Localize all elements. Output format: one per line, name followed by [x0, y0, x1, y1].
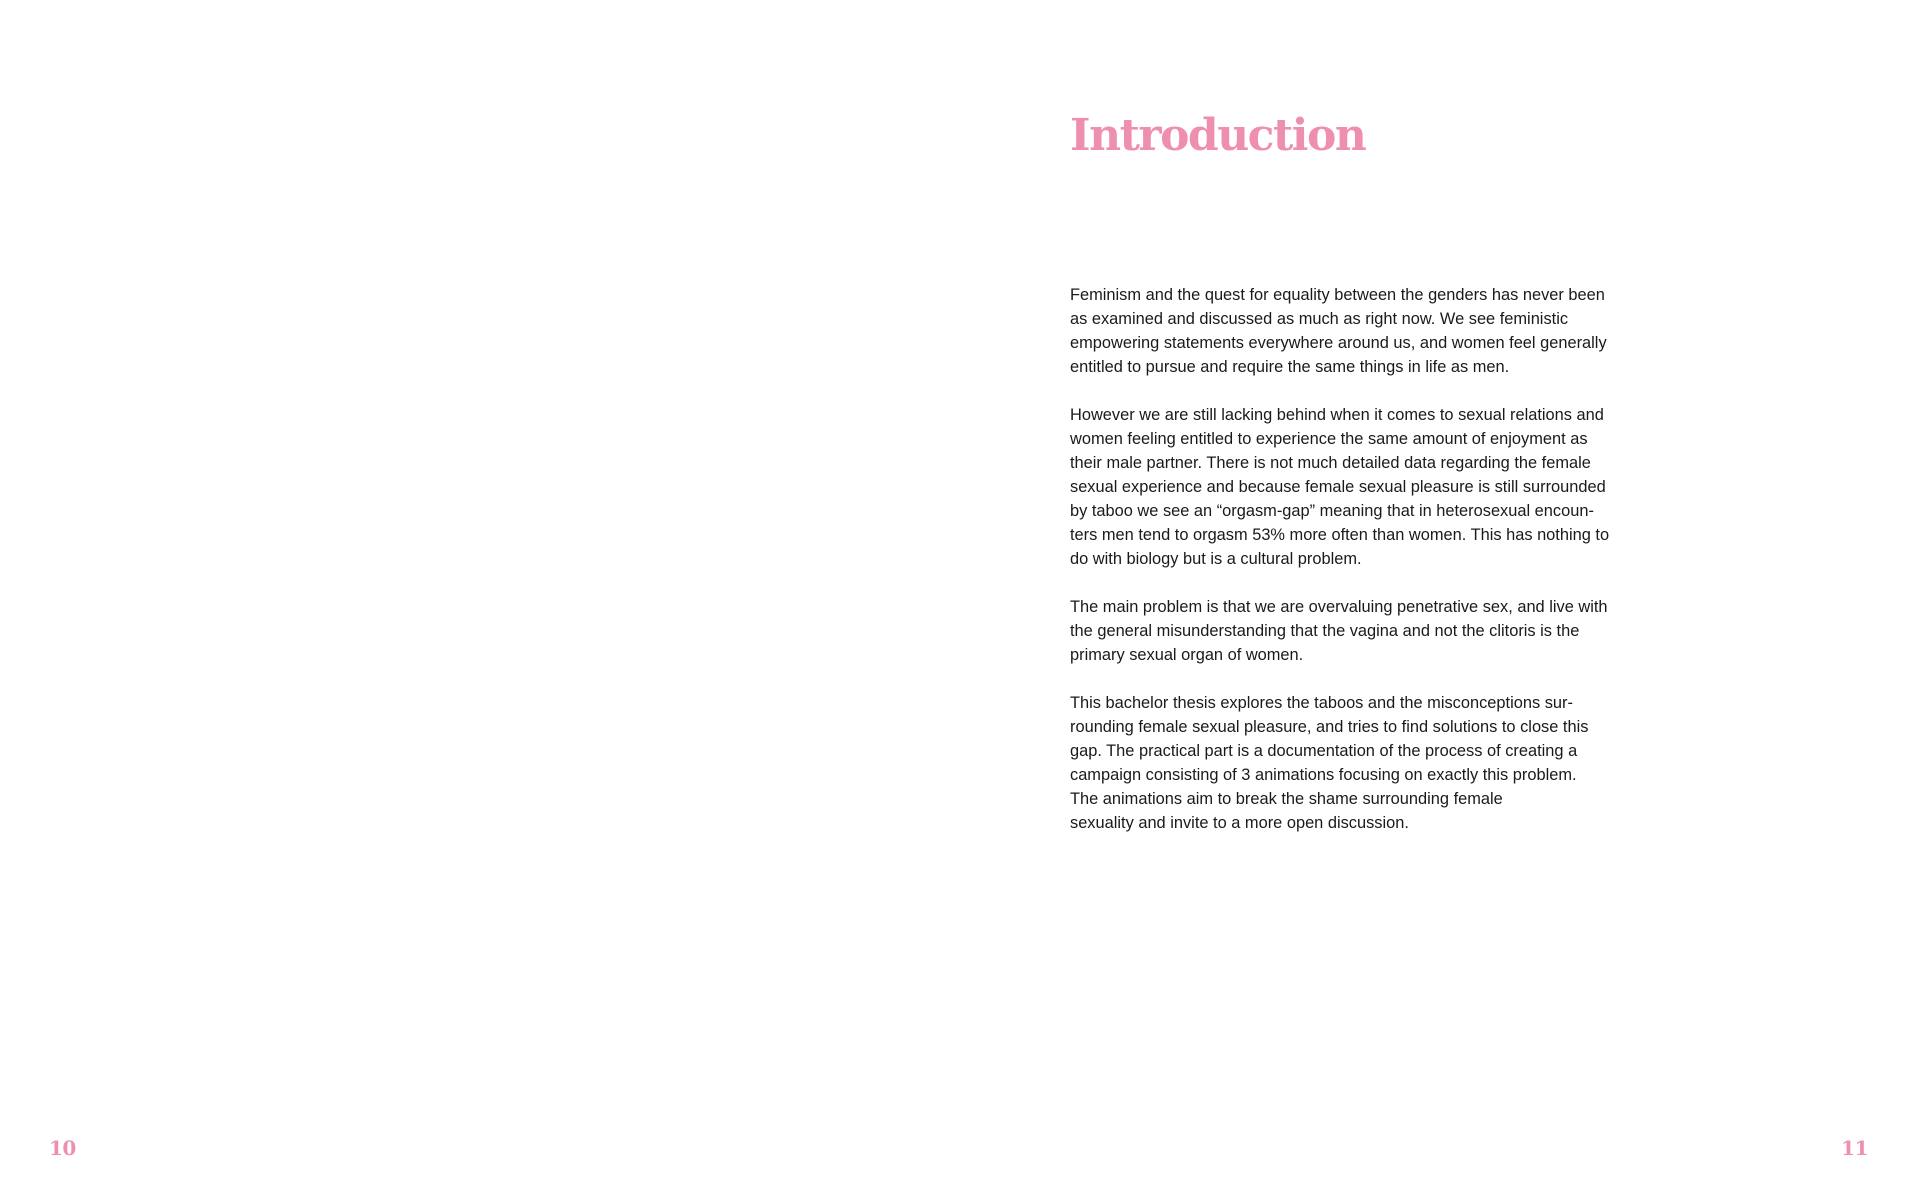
body-text	[1070, 283, 1645, 859]
page-title: Introduction	[1070, 110, 1366, 161]
page-number-left: 10	[49, 1136, 76, 1160]
paragraph: Feminism and the quest for equality between the genders has never been as examined and discussed as much as right now. We see feministic empowering statements everywhere around us, and women feel generally entitled to pursue and require the same things in life as men.	[1070, 286, 1607, 376]
paragraph: However we are still lacking behind when it comes to sexual relations and women feeling entitled to experience the same amount of enjoyment as their male partner. There is not much detailed data regarding the female sexual experience and because female sexual pleasure is still surrounded by taboo we see an “orgasm-gap” meaning that in heterosexual encoun- ters men tend to orgasm 53% more often than women. This has nothing to do with biology but is a cultural problem.	[1070, 406, 1610, 568]
paragraph: The main problem is that we are overvaluing penetrative sex, and live with the general misunderstanding that the vagina and not the clitoris is the primary sexual organ of women.	[1070, 598, 1608, 664]
right-page	[960, 0, 1920, 1200]
paragraph: This bachelor thesis explores the taboos and the misconceptions sur- rounding female sexual pleasure, and tries to find solutions to close this gap. The practical part is a documentation of the process of creating a campaign consisting of 3 animations focusing on exactly this problem. The animations aim to break the shame surrounding female sexuality and invite to a more open discussion.	[1070, 694, 1589, 832]
page-number-right: 11	[1841, 1136, 1868, 1160]
